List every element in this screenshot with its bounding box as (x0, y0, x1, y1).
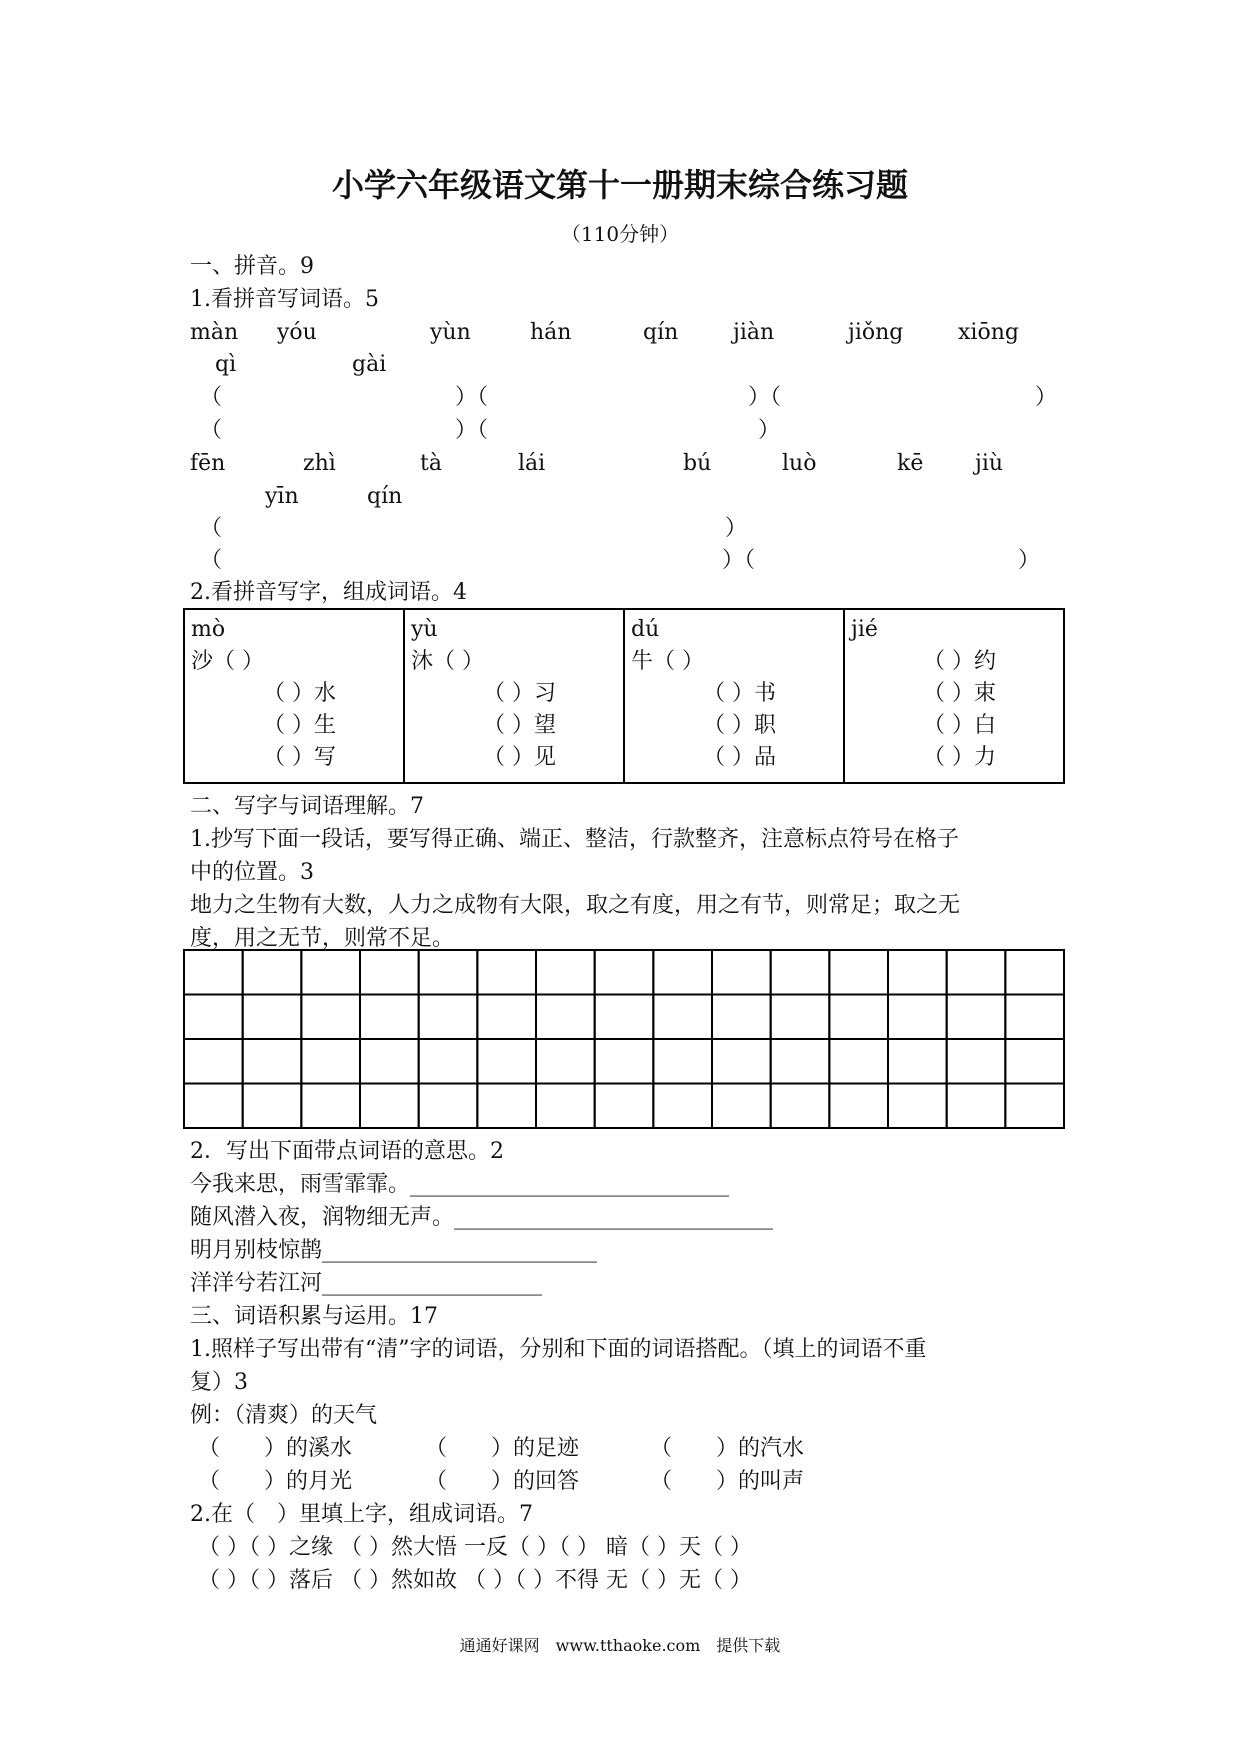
cell-first: 沐（ ） (411, 649, 484, 674)
paren: （ (200, 418, 223, 443)
paren: ）（ (748, 385, 782, 410)
pinyin: qín (367, 484, 403, 509)
grid-cell[interactable] (243, 995, 302, 1040)
s1-q1-heading: 1.看拼音写词语。5 (190, 287, 379, 312)
qing-item[interactable]: （ ）的叫声 (650, 1469, 805, 1494)
grid-cell[interactable] (771, 995, 830, 1040)
page-subtitle: （110分钟） (560, 222, 680, 246)
grid-cell[interactable] (419, 1084, 478, 1129)
cell-word: （ ）束 (923, 681, 996, 706)
paren: ） (758, 418, 781, 443)
cell-pinyin: yù (411, 617, 438, 642)
writing-grid[interactable] (183, 949, 1065, 1129)
footer: 通通好课网 www.tthaoke.com 提供下载 (459, 1636, 781, 1655)
pinyin: hán (530, 320, 572, 345)
char-table (183, 608, 1065, 784)
meaning-item[interactable]: 洋洋兮若江河____________________ (190, 1271, 543, 1296)
qing-item[interactable]: （ ）的足迹 (425, 1436, 580, 1461)
s2-q2-heading: 2．写出下面带点词语的意思。2 (190, 1139, 504, 1164)
cell-word: （ ）见 (483, 745, 556, 770)
grid-cell[interactable] (536, 995, 595, 1040)
pinyin: xiōng (958, 320, 1019, 345)
grid-cell[interactable] (653, 1039, 712, 1084)
grid-cell[interactable] (243, 1039, 302, 1084)
fill-row-1[interactable]: （ ）（ ）之缘 （ ）然大悟 一反（ ）（ ） 暗（ ）天（ ） (198, 1535, 752, 1560)
char-cell-jie (844, 609, 1064, 783)
grid-cell[interactable] (360, 950, 419, 995)
cell-word: （ ）职 (703, 713, 776, 738)
fill-row-2[interactable]: （ ）（ ）落后 （ ）然如故 （ ）（ ）不得 无（ ）无（ ） (198, 1568, 752, 1593)
grid-cell[interactable] (419, 1039, 478, 1084)
pinyin-row-1 (0, 318, 1240, 348)
grid-cell[interactable] (888, 995, 947, 1040)
s3-example: 例：（清爽）的天气 (190, 1403, 378, 1428)
s3-q2-heading: 2.在（ ）里填上字，组成词语。7 (190, 1502, 533, 1527)
grid-cell[interactable] (771, 1039, 830, 1084)
grid-cell[interactable] (712, 950, 771, 995)
pinyin: luò (782, 451, 817, 476)
grid-cell[interactable] (947, 950, 1006, 995)
paren: ）（ (455, 418, 489, 443)
qing-item[interactable]: （ ）的汽水 (650, 1436, 805, 1461)
grid-cell[interactable] (829, 995, 888, 1040)
grid-cell[interactable] (243, 1084, 302, 1129)
grid-cell[interactable] (595, 995, 654, 1040)
s1-q2-heading: 2.看拼音写字，组成词语。4 (190, 580, 467, 605)
pinyin-row-2b (0, 482, 1240, 512)
paren: ） (725, 516, 748, 541)
grid-cell[interactable] (653, 1084, 712, 1129)
qing-row-2 (0, 1467, 1240, 1497)
pinyin: fēn (190, 451, 226, 476)
grid-cell[interactable] (888, 950, 947, 995)
grid-cell[interactable] (712, 995, 771, 1040)
grid-cell[interactable] (712, 1084, 771, 1129)
pinyin: yīn (265, 484, 299, 509)
pinyin: yùn (430, 320, 471, 345)
char-cell-du (624, 609, 844, 783)
grid-cell[interactable] (888, 1039, 947, 1084)
pinyin: lái (518, 451, 546, 476)
grid-cell[interactable] (419, 995, 478, 1040)
section-2-heading: 二、写字与词语理解。7 (190, 794, 424, 819)
answer-parens-4 (0, 546, 1240, 576)
grid-cell[interactable] (301, 950, 360, 995)
grid-cell[interactable] (888, 1084, 947, 1129)
cell-pinyin: dú (631, 617, 660, 642)
pinyin: bú (683, 451, 712, 476)
page-title: 小学六年级语文第十一册期末综合练习题 (331, 166, 908, 204)
grid-cell[interactable] (829, 1039, 888, 1084)
grid-cell[interactable] (301, 1084, 360, 1129)
cell-word: （ ）约 (923, 649, 996, 674)
paren: ）（ (722, 548, 756, 573)
answer-parens-3 (0, 514, 1240, 544)
grid-cell[interactable] (712, 1039, 771, 1084)
grid-cell[interactable] (477, 1039, 536, 1084)
cell-word: （ ）书 (703, 681, 776, 706)
pinyin: gài (352, 352, 387, 377)
paren: （ (200, 385, 223, 410)
char-cell-mo (184, 609, 404, 783)
pinyin: kē (897, 451, 924, 476)
pinyin: zhì (303, 451, 336, 476)
meaning-item[interactable]: 今我来思，雨雪霏霏。_____________________________ (190, 1172, 730, 1197)
copy-text-line1: 地力之生物有大数，人力之成物有大限，取之有度，用之有节，则常足；取之无 (190, 893, 961, 918)
paren: （ (200, 516, 223, 541)
grid-cell[interactable] (536, 1039, 595, 1084)
qing-item[interactable]: （ ）的溪水 (198, 1436, 353, 1461)
cell-word: （ ）写 (263, 745, 336, 770)
section-3-heading: 三、词语积累与运用。17 (190, 1304, 438, 1329)
grid-cell[interactable] (301, 995, 360, 1040)
cell-first: 牛（ ） (631, 649, 704, 674)
cell-word: （ ）望 (483, 713, 556, 738)
cell-word: （ ）白 (923, 713, 996, 738)
section-1-heading: 一、拼音。9 (190, 254, 314, 279)
cell-pinyin: jié (851, 617, 878, 642)
grid-cell[interactable] (184, 1084, 243, 1129)
grid-cell[interactable] (595, 950, 654, 995)
pinyin-row-1b (0, 350, 1240, 380)
grid-cell[interactable] (829, 950, 888, 995)
grid-cell[interactable] (360, 1084, 419, 1129)
grid-cell[interactable] (360, 995, 419, 1040)
s2-q1-line1: 1.抄写下面一段话，要写得正确、端正、整洁，行款整齐，注意标点符号在格子 (190, 827, 959, 852)
grid-cell[interactable] (1005, 950, 1064, 995)
meaning-item[interactable]: 明月别枝惊鹊_________________________ (190, 1238, 598, 1263)
grid-cell[interactable] (1005, 995, 1064, 1040)
grid-cell[interactable] (595, 1039, 654, 1084)
pinyin: jiàn (733, 320, 775, 345)
grid-cell[interactable] (477, 950, 536, 995)
pinyin: yóu (277, 320, 317, 345)
pinyin: qì (215, 352, 237, 377)
grid-cell[interactable] (536, 950, 595, 995)
grid-cell[interactable] (184, 950, 243, 995)
answer-parens-2 (0, 416, 1240, 446)
pinyin: jiǒng (848, 320, 904, 345)
grid-cell[interactable] (360, 1039, 419, 1084)
qing-item[interactable]: （ ）的月光 (198, 1469, 353, 1494)
paren: ） (1018, 548, 1041, 573)
cell-word: （ ）力 (923, 745, 996, 770)
grid-cell[interactable] (829, 1084, 888, 1129)
copy-text-line2: 度，用之无节，则常不足。 (190, 926, 455, 951)
meaning-item[interactable]: 随风潜入夜，润物细无声。_____________________________ (190, 1205, 774, 1230)
grid-cell[interactable] (653, 950, 712, 995)
pinyin: màn (190, 320, 239, 345)
grid-cell[interactable] (771, 950, 830, 995)
grid-cell[interactable] (1005, 1039, 1064, 1084)
cell-word: （ ）品 (703, 745, 776, 770)
char-cell-yu (404, 609, 624, 783)
grid-cell[interactable] (243, 950, 302, 995)
grid-cell[interactable] (477, 1084, 536, 1129)
cell-word: （ ）习 (483, 681, 556, 706)
grid-cell[interactable] (301, 1039, 360, 1084)
answer-parens-1 (0, 383, 1240, 413)
grid-cell[interactable] (947, 1039, 1006, 1084)
cell-pinyin: mò (191, 617, 226, 642)
grid-cell[interactable] (947, 995, 1006, 1040)
cell-word: （ ）生 (263, 713, 336, 738)
grid-cell[interactable] (947, 1084, 1006, 1129)
paren: （ (200, 548, 223, 573)
grid-cell[interactable] (419, 950, 478, 995)
pinyin: jiù (975, 451, 1004, 476)
s3-q1-line2: 复）3 (190, 1370, 248, 1395)
cell-word: （ ）水 (263, 681, 336, 706)
grid-cell[interactable] (477, 995, 536, 1040)
pinyin: tà (420, 451, 442, 476)
grid-cell[interactable] (1005, 1084, 1064, 1129)
grid-cell[interactable] (595, 1084, 654, 1129)
qing-item[interactable]: （ ）的回答 (425, 1469, 580, 1494)
s3-q1-line1: 1.照样子写出带有“清”字的词语，分别和下面的词语搭配。（填上的词语不重 (190, 1337, 927, 1362)
paren: ） (1035, 385, 1058, 410)
grid-cell[interactable] (536, 1084, 595, 1129)
paren: ）（ (455, 385, 489, 410)
grid-cell[interactable] (771, 1084, 830, 1129)
qing-row-1 (0, 1434, 1240, 1464)
grid-cell[interactable] (653, 995, 712, 1040)
cell-first: 沙（ ） (191, 649, 264, 674)
pinyin-row-2 (0, 449, 1240, 479)
grid-cell[interactable] (184, 995, 243, 1040)
pinyin: qín (643, 320, 679, 345)
grid-cell[interactable] (184, 1039, 243, 1084)
s2-q1-line2: 中的位置。3 (190, 860, 314, 885)
